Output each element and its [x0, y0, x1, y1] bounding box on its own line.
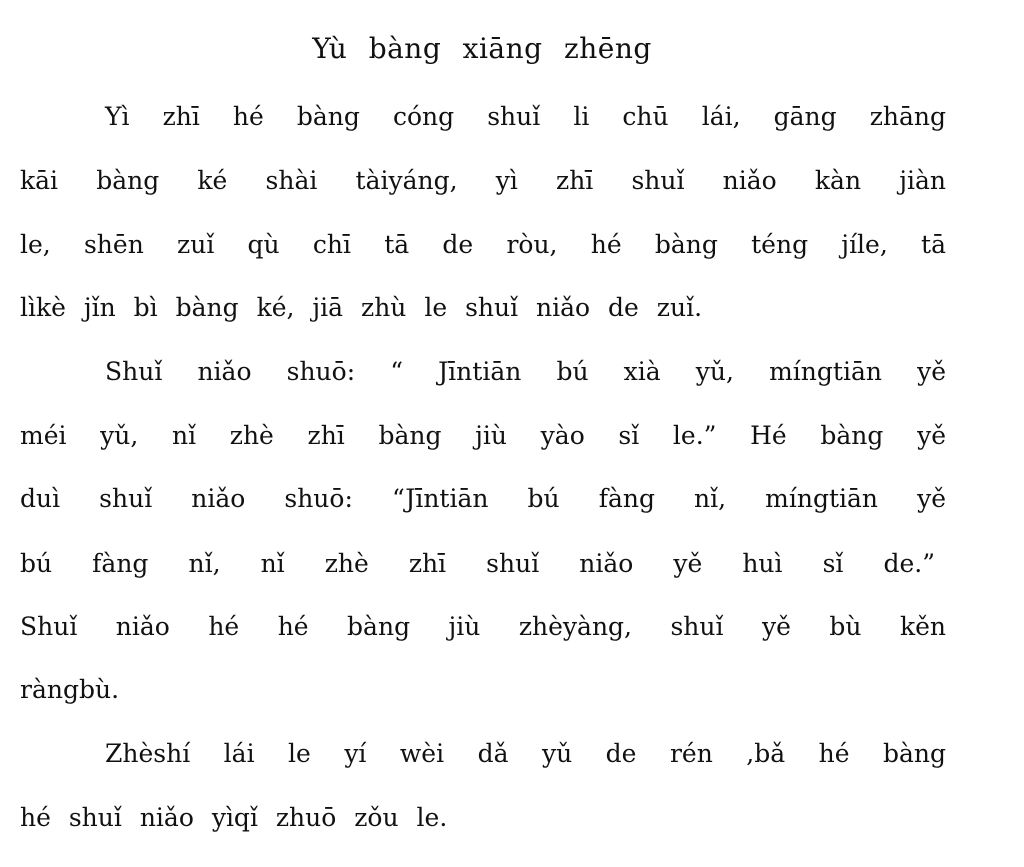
text-line: le, shēn zuǐ qù chī tā de ròu, hé bàng téng jíle, tā — [20, 230, 946, 259]
text-line: Zhèshí lái le yí wèi dǎ yǔ de rén ,bǎ hé bàng — [105, 739, 946, 768]
text-line: Yì zhī hé bàng cóng shuǐ li chū lái, gāng zhāng — [105, 102, 946, 131]
text-line: bú fàng nǐ, nǐ zhè zhī shuǐ niǎo yě huì sǐ de.” — [20, 549, 935, 578]
document-title: Yù bàng xiāng zhēng — [312, 32, 652, 65]
text-line: hé shuǐ niǎo yìqǐ zhuō zǒu le. — [20, 803, 448, 832]
text-line: Shuǐ niǎo shuō: “ Jīntiān bú xià yǔ, míngtiān yě — [105, 357, 946, 386]
text-line: duì shuǐ niǎo shuō: “Jīntiān bú fàng nǐ, míngtiān yě — [20, 484, 946, 513]
text-line: Shuǐ niǎo hé hé bàng jiù zhèyàng, shuǐ yě bù kěn — [20, 612, 946, 641]
text-line: méi yǔ, nǐ zhè zhī bàng jiù yào sǐ le.” Hé bàng yě — [20, 421, 946, 450]
text-line: lìkè jǐn bì bàng ké, jiā zhù le shuǐ niǎo de zuǐ. — [20, 293, 703, 322]
text-line: kāi bàng ké shài tàiyáng, yì zhī shuǐ niǎo kàn jiàn — [20, 166, 946, 195]
text-line: ràngbù. — [20, 675, 120, 704]
